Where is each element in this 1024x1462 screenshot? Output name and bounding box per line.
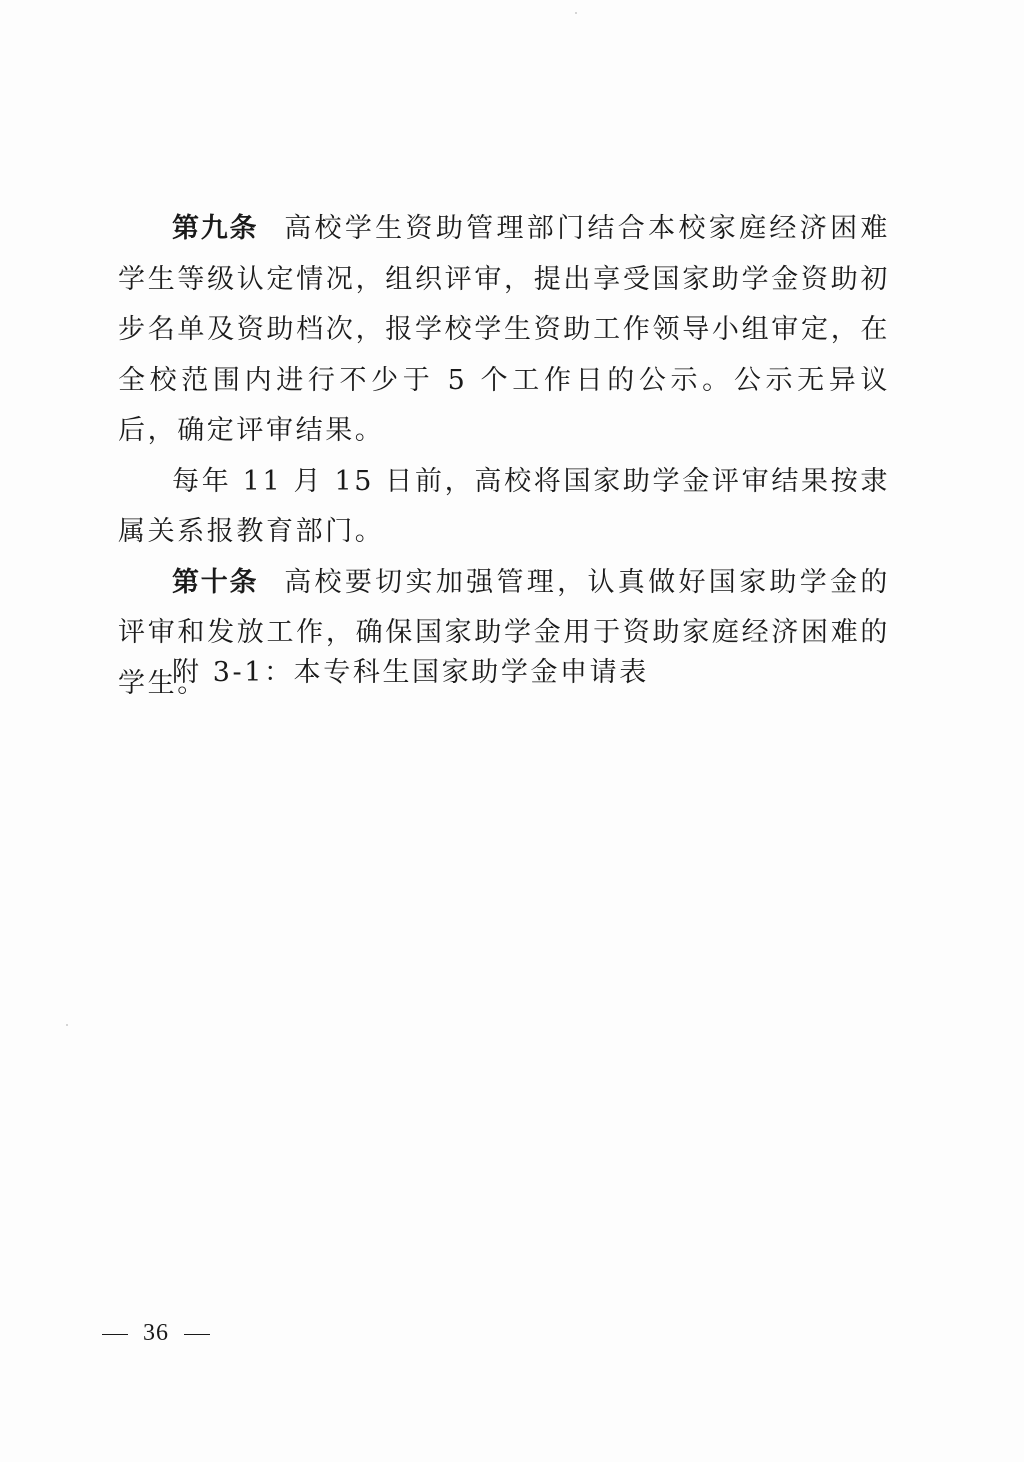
- article-9-paragraph-2: 每年 11 月 15 日前，高校将国家助学金评审结果按隶属关系报教育部门。: [118, 465, 890, 547]
- dash-left: [102, 1334, 128, 1336]
- dash-right: [184, 1334, 210, 1336]
- article-10-text: 高校要切实加强管理，认真做好国家助学金的评审和发放工作，确保国家助学金用于资助家庭经济困难的学生。: [118, 566, 891, 699]
- scan-speck: [575, 12, 577, 14]
- document-body: [118, 204, 890, 709]
- article-9-paragraph: [118, 204, 890, 457]
- article-10-number: 第十条: [172, 566, 259, 598]
- scan-speck: [66, 1024, 68, 1026]
- page-footer: [94, 1313, 218, 1353]
- attachment-line: 附 3-1：本专科生国家助学金申请表: [172, 657, 649, 688]
- article-9-number: 第九条: [172, 213, 259, 244]
- article-9-text: 高校学生资助管理部门结合本校家庭经济困难学生等级认定情况，组织评审，提出享受国家助学金资助初步名单及资助档次，报学校学生资助工作领导小组审定，在全校范围内进行不少于 5 个工作日的公示。公示无异议后，确定评审结果。: [118, 213, 891, 446]
- page-number: 36: [143, 1320, 169, 1346]
